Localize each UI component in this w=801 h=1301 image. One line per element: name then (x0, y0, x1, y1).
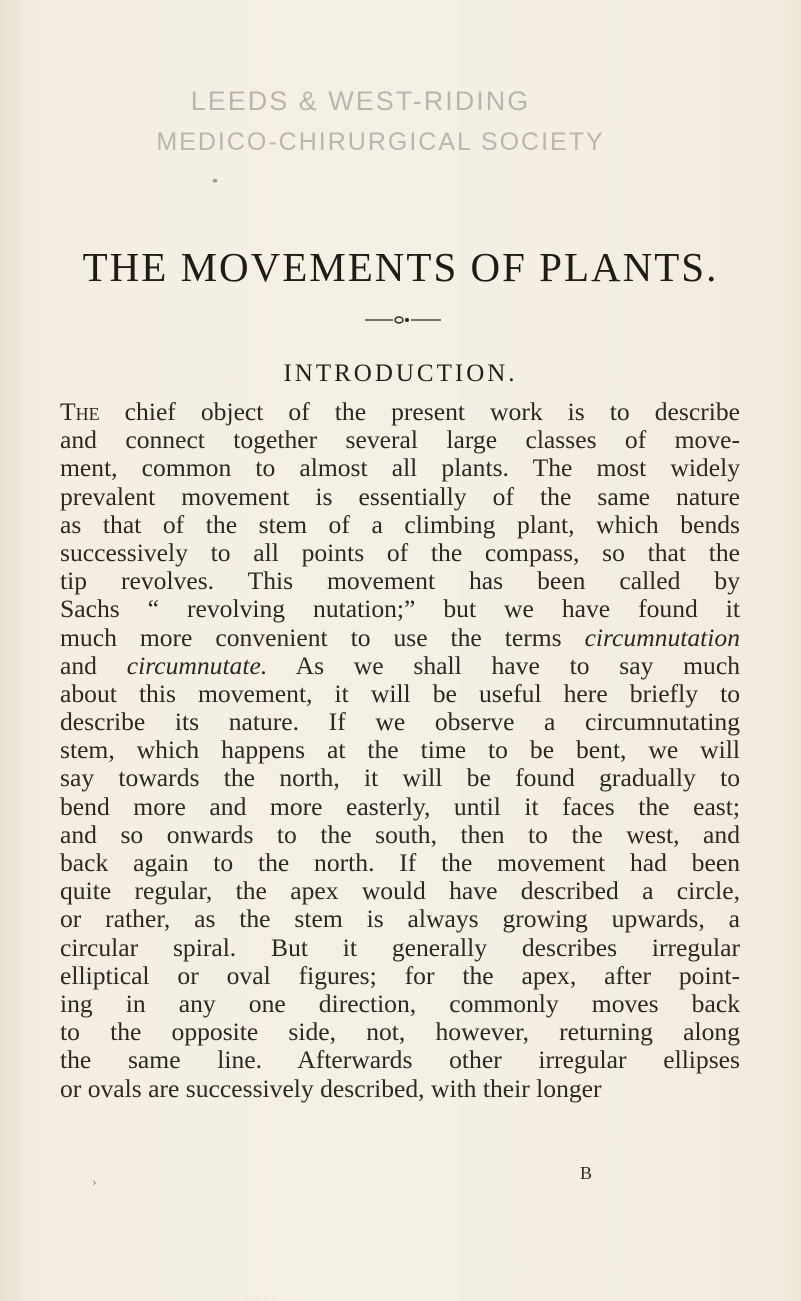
text-line: circular spiral. But it generally describes irregular (60, 932, 740, 962)
margin-mark: › (92, 1175, 97, 1190)
text-line: quite regular, the apex would have described a circle, (60, 876, 740, 906)
section-heading: INTRODUCTION. (283, 360, 518, 387)
text-line: ing in any one direction, commonly moves back (60, 988, 740, 1018)
page-title: THE MOVEMENTS OF PLANTS. (82, 244, 719, 290)
text-line: or ovals are successively described, with their longer (60, 1073, 602, 1103)
text-line: back again to the north. If the movement had been (60, 848, 740, 877)
text-line: describe its nature. If we observe a circumnutating (60, 707, 740, 737)
text-line: stem, which happens at the time to be bent, we will (60, 735, 740, 765)
text-line: tip revolves. This movement has been called by (60, 566, 740, 596)
text-line: successively to all points of the compass, so that the (60, 537, 740, 567)
library-stamp-line-2: MEDICO-CHIRURGICAL SOCIETY (156, 128, 605, 156)
text-line: say towards the north, it will be found gradually to (60, 763, 740, 793)
text-line: and so onwards to the south, then to the west, and (60, 819, 740, 849)
text-line: the same line. Afterwards other irregular ellipses (60, 1045, 740, 1075)
star-mark: * (212, 175, 218, 189)
text-line: as that of the stem of a climbing plant, which bends (60, 509, 740, 539)
text-line: elliptical or oval figures; for the apex, after point- (60, 960, 740, 990)
body-paragraph (60, 398, 740, 1103)
text-line: ment, common to almost all plants. The most widely (60, 453, 740, 483)
text-line: bend more and more easterly, until it faces the east; (60, 791, 740, 821)
text-line: much more convenient to use the terms circumnutation (60, 622, 740, 652)
lead-word: The (60, 397, 100, 426)
italic-term: circumnutation (584, 622, 740, 652)
text-line: and circumnutate. As we shall have to say much (60, 650, 741, 680)
text-line: The chief object of the present work is to describe (60, 397, 740, 426)
library-stamp-line-1: LEEDS & WEST-RIDING (190, 86, 531, 116)
ornament-rule-icon (363, 314, 443, 326)
signature-mark: B (580, 1163, 593, 1183)
italic-term: circumnutate. (126, 650, 268, 680)
text-line: prevalent movement is essentially of the same nature (60, 481, 740, 511)
text-line: to the opposite side, not, however, returning along (60, 1017, 740, 1047)
text-line: and connect together several large classes of move- (60, 425, 740, 455)
text-line: Sachs “ revolving nutation;” but we have found it (60, 594, 740, 624)
text-line: or rather, as the stem is always growing upwards, a (60, 904, 740, 934)
text-line: about this movement, it will be useful here briefly to (60, 678, 740, 708)
